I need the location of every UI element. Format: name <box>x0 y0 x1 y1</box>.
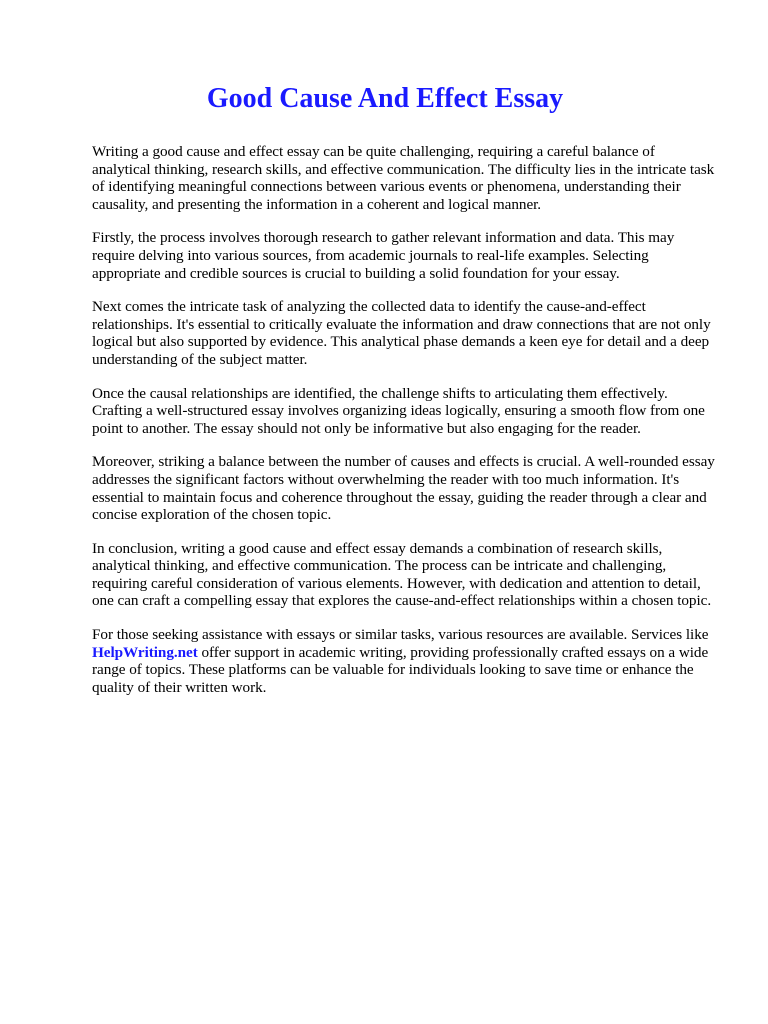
paragraph-balance: Moreover, striking a balance between the number of causes and effects is crucial. A well-rounded essay addresses the significant factors without overwhelming the reader with too much information. It's essential to maintain focus and coherence throughout the essay, guiding the reader through a clear and concise exploration of the chosen topic. <box>92 453 715 524</box>
helpwriting-link[interactable]: HelpWriting.net <box>92 643 198 661</box>
paragraph-resources <box>92 626 716 696</box>
paragraph-conclusion: In conclusion, writing a good cause and effect essay demands a combination of research skills, analytical thinking, and effective communication. The process can be intricate and challenging, requiring careful consideration of various elements. However, with dedication and attention to detail, one can craft a compelling essay that explores the cause-and-effect relationships within a chosen topic. <box>92 539 712 610</box>
document-title: Good Cause And Effect Essay <box>206 83 564 114</box>
paragraph-articulation: Once the causal relationships are identified, the challenge shifts to articulating them effectively. Crafting a well-structured essay involves organizing ideas logically, ensuring a smooth flow from one point to another. The essay should not only be informative but also engaging for the reader. <box>92 384 705 437</box>
resources-text-before-link: For those seeking assistance with essays or similar tasks, various resources are available. Services like <box>92 626 709 644</box>
paragraph-intro: Writing a good cause and effect essay can be quite challenging, requiring a careful balance of analytical thinking, research skills, and effective communication. The difficulty lies in the intricate task of identifying meaningful connections between various events or phenomena, understanding their causality, and presenting the information in a coherent and logical manner. <box>92 143 715 213</box>
resources-text-after-link: offer support in academic writing, providing professionally crafted essays on a wide range of topics. These platforms can be valuable for individuals looking to save time or enhance the quality of their written work. <box>92 643 709 696</box>
paragraph-analysis: Next comes the intricate task of analyzing the collected data to identify the cause-and-effect relationships. It's essential to critically evaluate the information and draw connections that are not only logical but also supported by evidence. This analytical phase demands a keen eye for detail and a deep understanding of the subject matter. <box>92 298 711 368</box>
paragraph-research: Firstly, the process involves thorough research to gather relevant information and data. This may require delving into various sources, from academic journals to real-life examples. Selecting appropriate and credible sources is crucial to building a solid foundation for your essay. <box>92 229 675 282</box>
